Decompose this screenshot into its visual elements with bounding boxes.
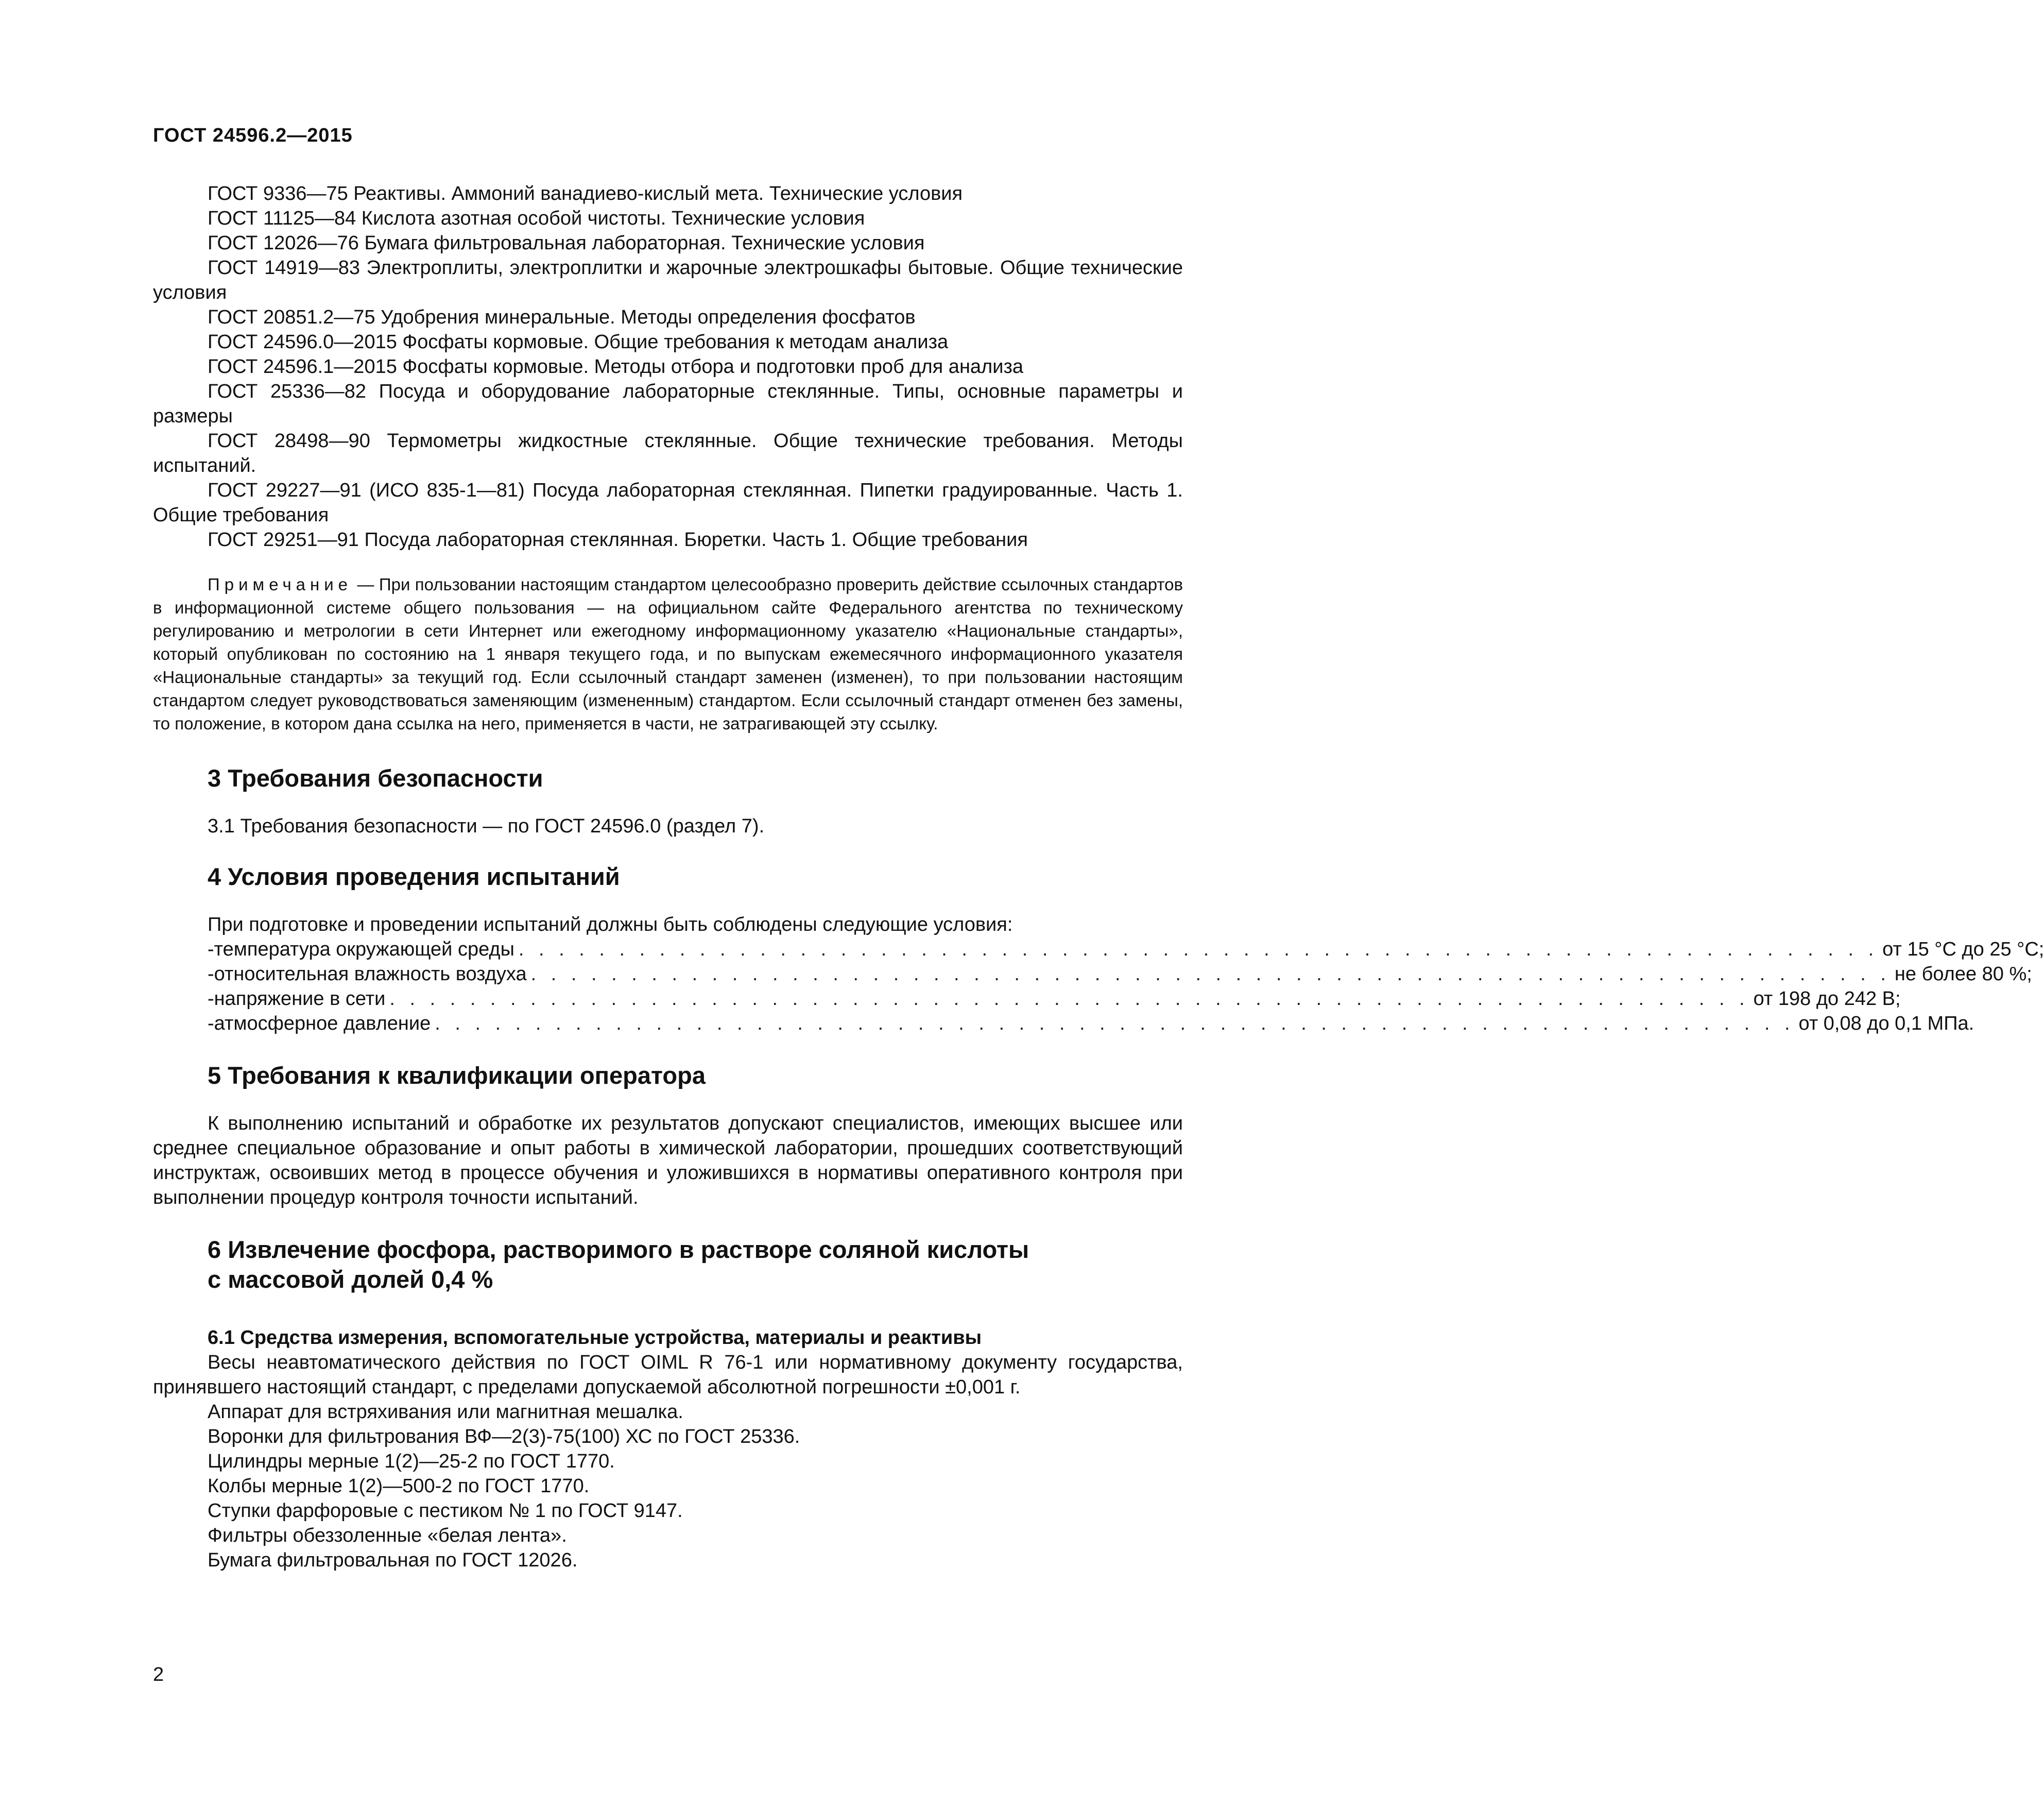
note-label: Примечание	[208, 575, 353, 594]
note-paragraph	[153, 573, 1183, 735]
equipment-item: Ступки фарфоровые с пестиком № 1 по ГОСТ 9147.	[208, 1500, 683, 1522]
condition-label: атмосферное давление	[214, 1013, 431, 1034]
normative-references-list	[153, 181, 1183, 552]
condition-label: напряжение в сети	[214, 988, 386, 1010]
reference-item: ГОСТ 9336—75 Реактивы. Аммоний ванадиево-кислый мета. Технические условия	[208, 183, 963, 204]
section-5-text: К выполнению испытаний и обработке их результатов допускают специалистов, имеющих высшее или среднее специальное образование и опыт работы в химической лаборатории, прошедших соответствующий инструктаж, освоивших метод в процессе обучения и уложившихся в нормативы оперативного контроля при выполнении процедур контроля точности испытаний.	[153, 1113, 1183, 1208]
reference-item: ГОСТ 25336—82 Посуда и оборудование лабораторные стеклянные. Типы, основные параметры и размеры	[153, 381, 1183, 427]
document-header: ГОСТ 24596.2—2015	[153, 125, 353, 146]
condition-row	[153, 986, 1901, 1011]
dot-leader: . . . . . . . . . . . . . . . . . . . . . . . . . . . . . . . . . . . . . . . . . . . . . . . . . . . . . . . . . . . . . . . . . . . .	[530, 963, 1891, 985]
page-content	[153, 181, 2044, 1573]
reference-item: ГОСТ 29227—91 (ИСО 835-1—81) Посуда лабораторная стеклянная. Пипетки градуированные. Часть 1. Общие требования	[153, 480, 1183, 526]
note-text: — При пользовании настоящим стандартом целесообразно проверить действие ссылочных стандартов в информационной системе общего пользования — на официальном сайте Федерального агентства по техническому регулированию и метрологии в сети Интернет или ежегодному информационному указателю «Национальные стандарты», который опубликован по состоянию на 1 января текущего года, и по выпускам ежемесячного информационного указателя «Национальные стандарты» за текущий год. Если ссылочный стандарт заменен (изменен), то при пользовании настоящим стандартом следует руководствоваться заменяющим (измененным) стандартом. Если ссылочный стандарт отменен без замены, то положение, в котором дана ссылка на него, применяется в части, не затрагивающей эту ссылку.	[153, 575, 1183, 733]
section-3-heading: 3 Требования безопасности	[208, 764, 543, 792]
list-dash: -	[208, 1013, 214, 1034]
equipment-item: Цилиндры мерные 1(2)—25-2 по ГОСТ 1770.	[208, 1451, 615, 1472]
reference-item: ГОСТ 20851.2—75 Удобрения минеральные. Методы определения фосфатов	[208, 306, 916, 328]
equipment-item: Весы неавтоматического действия по ГОСТ OIML R 76-1 или нормативному документу государства, принявшего настоящий стандарт, с пределами допускаемой абсолютной погрешности ±0,001 г.	[153, 1352, 1183, 1398]
equipment-list	[153, 1350, 1183, 1573]
section-6-heading-line1: 6 Извлечение фосфора, растворимого в растворе соляной кислоты	[208, 1236, 1029, 1263]
reference-item: ГОСТ 28498—90 Термометры жидкостные стеклянные. Общие технические требования. Методы испытаний.	[153, 430, 1183, 476]
condition-value: от 0,08 до 0,1 МПа.	[1798, 1013, 1974, 1034]
section-3-1-text: 3.1 Требования безопасности — по ГОСТ 24596.0 (раздел 7).	[208, 815, 765, 837]
reference-item: ГОСТ 24596.0—2015 Фосфаты кормовые. Общие требования к методам анализа	[208, 331, 949, 353]
condition-value: от 198 до 242 В;	[1753, 988, 1901, 1010]
section-6-heading-line2: с массовой долей 0,4 %	[208, 1266, 493, 1293]
equipment-item: Бумага фильтровальная по ГОСТ 12026.	[208, 1549, 578, 1571]
equipment-item: Фильтры обеззоленные «белая лента».	[208, 1525, 567, 1546]
list-dash: -	[208, 939, 214, 960]
reference-item: ГОСТ 29251—91 Посуда лабораторная стеклянная. Бюретки. Часть 1. Общие требования	[208, 529, 1028, 551]
condition-label: температура окружающей среды	[214, 939, 514, 960]
list-dash: -	[208, 963, 214, 985]
section-5-heading: 5 Требования к квалификации оператора	[208, 1062, 706, 1089]
reference-item: ГОСТ 12026—76 Бумага фильтровальная лабораторная. Технические условия	[208, 232, 925, 254]
equipment-item: Воронки для фильтрования ВФ—2(3)-75(100) ХС по ГОСТ 25336.	[208, 1426, 800, 1447]
reference-item: ГОСТ 24596.1—2015 Фосфаты кормовые. Методы отбора и подготовки проб для анализа	[208, 356, 1024, 378]
reference-item: ГОСТ 11125—84 Кислота азотная особой чистоты. Технические условия	[208, 208, 865, 229]
equipment-item: Аппарат для встряхивания или магнитная мешалка.	[208, 1401, 683, 1423]
condition-value: от 15 °С до 25 °С;	[1882, 939, 2044, 960]
page-number: 2	[153, 1664, 164, 1685]
condition-row	[153, 962, 2032, 986]
dot-leader: . . . . . . . . . . . . . . . . . . . . . . . . . . . . . . . . . . . . . . . . . . . . . . . . . . . . . . . . . . . . . . . . . . . .	[435, 1013, 1795, 1034]
section-4-intro: При подготовке и проведении испытаний должны быть соблюдены следующие условия:	[208, 914, 1013, 935]
section-4-heading: 4 Условия проведения испытаний	[208, 863, 620, 890]
conditions-list	[153, 937, 2044, 1036]
condition-value: не более 80 %;	[1894, 963, 2032, 985]
section-6-heading	[153, 1235, 1183, 1294]
condition-row	[153, 1011, 1974, 1036]
dot-leader: . . . . . . . . . . . . . . . . . . . . . . . . . . . . . . . . . . . . . . . . . . . . . . . . . . . . . . . . . . . . . . . . . . . .	[389, 988, 1749, 1010]
reference-item: ГОСТ 14919—83 Электроплиты, электроплитки и жарочные электрошкафы бытовые. Общие технические условия	[153, 257, 1183, 303]
condition-label: относительная влажность воздуха	[214, 963, 527, 985]
list-dash: -	[208, 988, 214, 1010]
subsection-6-1-heading: 6.1 Средства измерения, вспомогательные устройства, материалы и реактивы	[208, 1327, 982, 1349]
dot-leader: . . . . . . . . . . . . . . . . . . . . . . . . . . . . . . . . . . . . . . . . . . . . . . . . . . . . . . . . . . . . . . . . . . . .	[518, 939, 1879, 960]
equipment-item: Колбы мерные 1(2)—500-2 по ГОСТ 1770.	[208, 1475, 590, 1497]
condition-row	[153, 937, 2044, 962]
